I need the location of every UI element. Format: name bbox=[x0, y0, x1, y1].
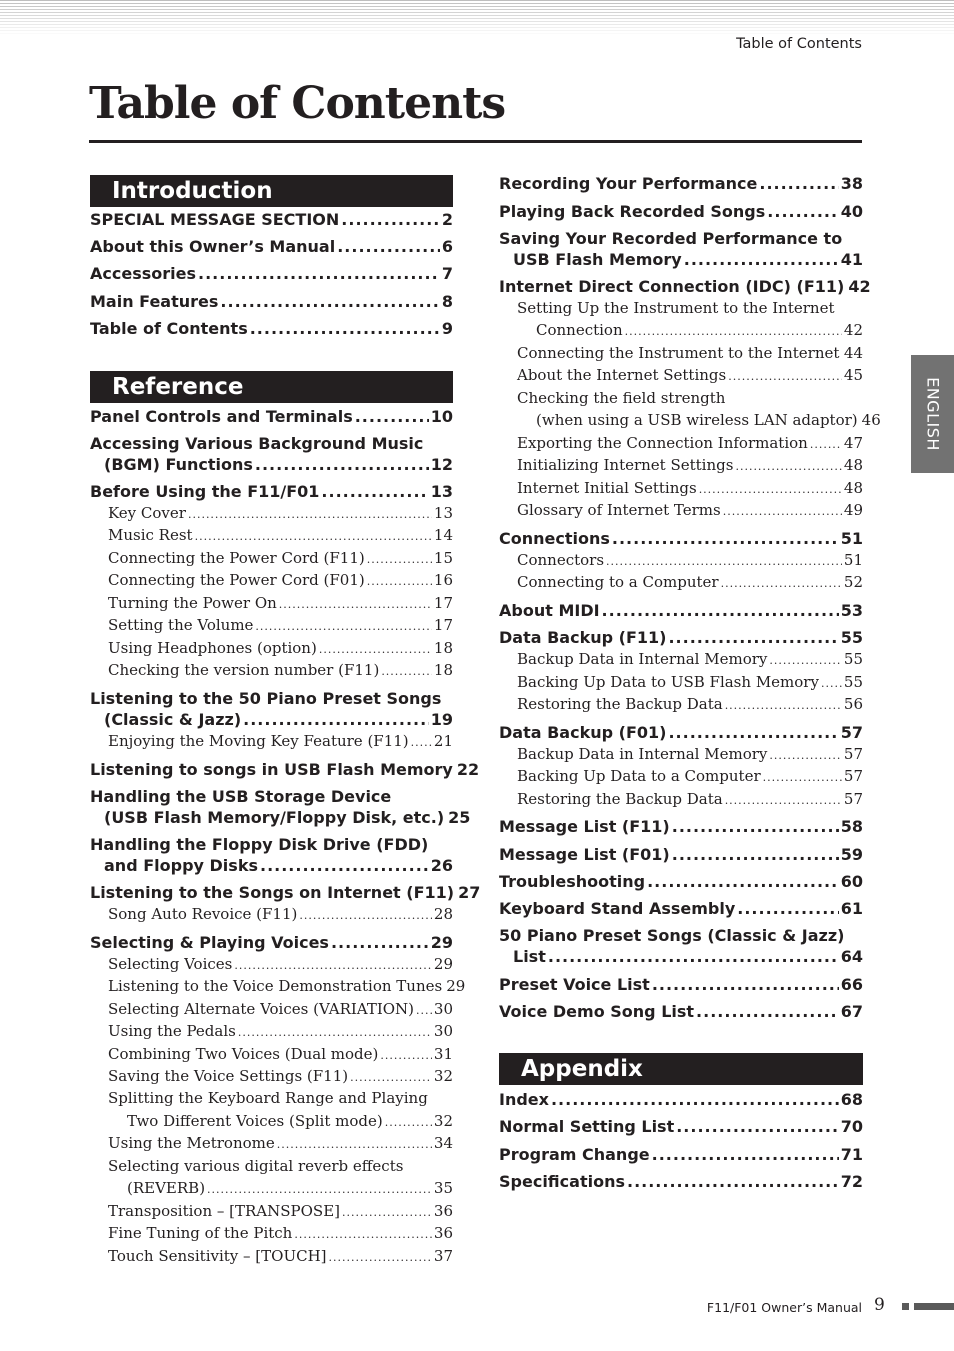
toc-subentry[interactable]: Combining Two Voices (Dual mode) ..... 31 bbox=[90, 1045, 453, 1067]
toc-subentry[interactable]: Selecting various digital reverb effects bbox=[108, 1157, 404, 1175]
toc-entry[interactable]: Handling the USB Storage Device bbox=[90, 787, 392, 806]
toc-entry[interactable]: Data Backup (F11) ..... 55 bbox=[499, 628, 863, 650]
page-title: Table of Contents bbox=[89, 78, 506, 129]
toc-subentry[interactable]: Music Rest ..... 14 bbox=[90, 526, 453, 548]
toc-subentry[interactable]: Checking the field strength bbox=[517, 389, 726, 407]
toc-entry[interactable]: Saving Your Recorded Performance to bbox=[499, 229, 843, 248]
toc-subentry[interactable]: Exporting the Connection Information ..... 47 bbox=[499, 434, 863, 456]
toc-entry[interactable]: Program Change ..... 71 bbox=[499, 1145, 863, 1167]
toc-entry[interactable]: Data Backup (F01) ..... 57 bbox=[499, 723, 863, 745]
toc-subentry[interactable]: (when using a USB wireless LAN adaptor) 46 bbox=[536, 411, 881, 429]
toc-subentry[interactable]: Setting Up the Instrument to the Internet bbox=[517, 299, 835, 317]
toc-subentry[interactable]: Selecting Alternate Voices (VARIATION) ..... 30 bbox=[90, 1000, 453, 1022]
section-heading-reference: Reference bbox=[90, 371, 453, 403]
toc-subentry[interactable]: Using Headphones (option) ..... 18 bbox=[90, 639, 453, 661]
title-rule bbox=[89, 140, 862, 143]
toc-subentry[interactable]: Enjoying the Moving Key Feature (F11) ..... 21 bbox=[90, 732, 453, 754]
toc-subentry[interactable]: Connecting the Instrument to the Internet ..... 44 bbox=[499, 344, 863, 366]
toc-entry[interactable]: (BGM) Functions ..... 12 bbox=[90, 455, 453, 477]
toc-entry[interactable]: Troubleshooting ..... 60 bbox=[499, 872, 863, 894]
toc-entry[interactable]: Specifications ..... 72 bbox=[499, 1172, 863, 1194]
toc-entry[interactable]: Listening to the Songs on Internet (F11) 27 bbox=[90, 883, 481, 902]
toc-subentry[interactable]: Splitting the Keyboard Range and Playing bbox=[108, 1089, 428, 1107]
toc-subentry[interactable]: Connectors ..... 51 bbox=[499, 551, 863, 573]
toc-subentry[interactable]: Using the Pedals ..... 30 bbox=[90, 1022, 453, 1044]
footer-manual-title: F11/F01 Owner’s Manual bbox=[706, 1300, 862, 1315]
toc-subentry[interactable]: Backup Data in Internal Memory ..... 57 bbox=[499, 745, 863, 767]
toc-subentry[interactable]: Glossary of Internet Terms ..... 49 bbox=[499, 501, 863, 523]
toc-entry[interactable]: Normal Setting List ..... 70 bbox=[499, 1117, 863, 1139]
toc-subentry[interactable]: Internet Initial Settings ..... 48 bbox=[499, 479, 863, 501]
toc-subentry[interactable]: Restoring the Backup Data ..... 56 bbox=[499, 695, 863, 717]
toc-subentry[interactable]: Connecting the Power Cord (F01) ..... 16 bbox=[90, 571, 453, 593]
toc-entry[interactable]: Internet Direct Connection (IDC) (F11) 42 bbox=[499, 277, 871, 296]
toc-entry[interactable]: Keyboard Stand Assembly ..... 61 bbox=[499, 899, 863, 921]
toc-subentry[interactable]: Restoring the Backup Data ..... 57 bbox=[499, 790, 863, 812]
toc-entry[interactable]: Listening to songs in USB Flash Memory 22 bbox=[90, 760, 480, 779]
toc-subentry[interactable]: Checking the version number (F11) ..... 18 bbox=[90, 661, 453, 683]
toc-subentry[interactable]: Listening to the Voice Demonstration Tunes 29 bbox=[108, 977, 466, 995]
toc-entry[interactable]: Recording Your Performance ..... 38 bbox=[499, 174, 863, 196]
footer-bar bbox=[914, 1303, 954, 1310]
toc-entry[interactable]: Connections ..... 51 bbox=[499, 529, 863, 551]
header-band bbox=[0, 0, 954, 36]
toc-subentry[interactable]: Backing Up Data to a Computer ..... 57 bbox=[499, 767, 863, 789]
section-heading-appendix: Appendix bbox=[499, 1053, 863, 1085]
section-heading-introduction: Introduction bbox=[90, 175, 453, 207]
toc-subentry[interactable]: (REVERB) ..... 35 bbox=[90, 1179, 453, 1201]
toc-subentry[interactable]: Touch Sensitivity – [TOUCH] ..... 37 bbox=[90, 1247, 453, 1269]
toc-entry[interactable]: Playing Back Recorded Songs ..... 40 bbox=[499, 202, 863, 224]
toc-subentry[interactable]: Selecting Voices ..... 29 bbox=[90, 955, 453, 977]
footer-square-marker bbox=[902, 1303, 909, 1310]
toc-entry[interactable]: Voice Demo Song List ..... 67 bbox=[499, 1002, 863, 1024]
toc-subentry[interactable]: Connection ..... 42 bbox=[499, 321, 863, 343]
language-tab bbox=[911, 355, 954, 473]
language-tab-label: ENGLISH bbox=[923, 377, 942, 451]
toc-entry[interactable]: Table of Contents ..... 9 bbox=[90, 319, 453, 341]
toc-entry[interactable]: Listening to the 50 Piano Preset Songs bbox=[90, 689, 442, 708]
toc-entry[interactable]: Accessing Various Background Music bbox=[90, 434, 424, 453]
toc-subentry[interactable]: Key Cover ..... 13 bbox=[90, 504, 453, 526]
toc-entry[interactable]: 50 Piano Preset Songs (Classic & Jazz) bbox=[499, 926, 845, 945]
toc-subentry[interactable]: Backup Data in Internal Memory ..... 55 bbox=[499, 650, 863, 672]
toc-entry[interactable]: USB Flash Memory ..... 41 bbox=[499, 250, 863, 272]
toc-subentry[interactable]: Using the Metronome ..... 34 bbox=[90, 1134, 453, 1156]
toc-entry[interactable]: SPECIAL MESSAGE SECTION ..... 2 bbox=[90, 210, 453, 232]
toc-entry[interactable]: Panel Controls and Terminals ..... 10 bbox=[90, 407, 453, 429]
toc-subentry[interactable]: Backing Up Data to USB Flash Memory ..... 55 bbox=[499, 673, 863, 695]
page-number: 9 bbox=[874, 1295, 885, 1315]
toc-subentry[interactable]: Saving the Voice Settings (F11) ..... 32 bbox=[90, 1067, 453, 1089]
toc-entry[interactable]: and Floppy Disks ..... 26 bbox=[90, 856, 453, 878]
toc-entry[interactable]: List ..... 64 bbox=[499, 947, 863, 969]
toc-entry[interactable]: Accessories ..... 7 bbox=[90, 264, 453, 286]
toc-entry[interactable]: Handling the Floppy Disk Drive (FDD) bbox=[90, 835, 429, 854]
toc-entry[interactable]: About this Owner’s Manual ..... 6 bbox=[90, 237, 453, 259]
toc-subentry[interactable]: Two Different Voices (Split mode) ..... 32 bbox=[90, 1112, 453, 1134]
toc-entry[interactable]: (USB Flash Memory/Floppy Disk, etc.) 25 bbox=[104, 808, 471, 827]
toc-entry[interactable]: Message List (F11) ..... 58 bbox=[499, 817, 863, 839]
toc-subentry[interactable]: Setting the Volume ..... 17 bbox=[90, 616, 453, 638]
toc-subentry[interactable]: Connecting to a Computer ..... 52 bbox=[499, 573, 863, 595]
toc-entry[interactable]: (Classic & Jazz) ..... 19 bbox=[90, 710, 453, 732]
toc-entry[interactable]: Message List (F01) ..... 59 bbox=[499, 845, 863, 867]
toc-subentry[interactable]: Transposition – [TRANSPOSE] ..... 36 bbox=[90, 1202, 453, 1224]
toc-entry[interactable]: Preset Voice List ..... 66 bbox=[499, 975, 863, 997]
toc-subentry[interactable]: Song Auto Revoice (F11) ..... 28 bbox=[90, 905, 453, 927]
toc-subentry[interactable]: Fine Tuning of the Pitch ..... 36 bbox=[90, 1224, 453, 1246]
toc-entry[interactable]: Selecting & Playing Voices ..... 29 bbox=[90, 933, 453, 955]
toc-subentry[interactable]: Turning the Power On ..... 17 bbox=[90, 594, 453, 616]
toc-entry[interactable]: Before Using the F11/F01 ..... 13 bbox=[90, 482, 453, 504]
toc-subentry[interactable]: About the Internet Settings ..... 45 bbox=[499, 366, 863, 388]
running-head: Table of Contents bbox=[736, 36, 862, 52]
toc-subentry[interactable]: Initializing Internet Settings ..... 48 bbox=[499, 456, 863, 478]
toc-entry[interactable]: Main Features ..... 8 bbox=[90, 292, 453, 314]
toc-entry[interactable]: About MIDI ..... 53 bbox=[499, 601, 863, 623]
toc-subentry[interactable]: Connecting the Power Cord (F11) ..... 15 bbox=[90, 549, 453, 571]
toc-entry[interactable]: Index ..... 68 bbox=[499, 1090, 863, 1112]
